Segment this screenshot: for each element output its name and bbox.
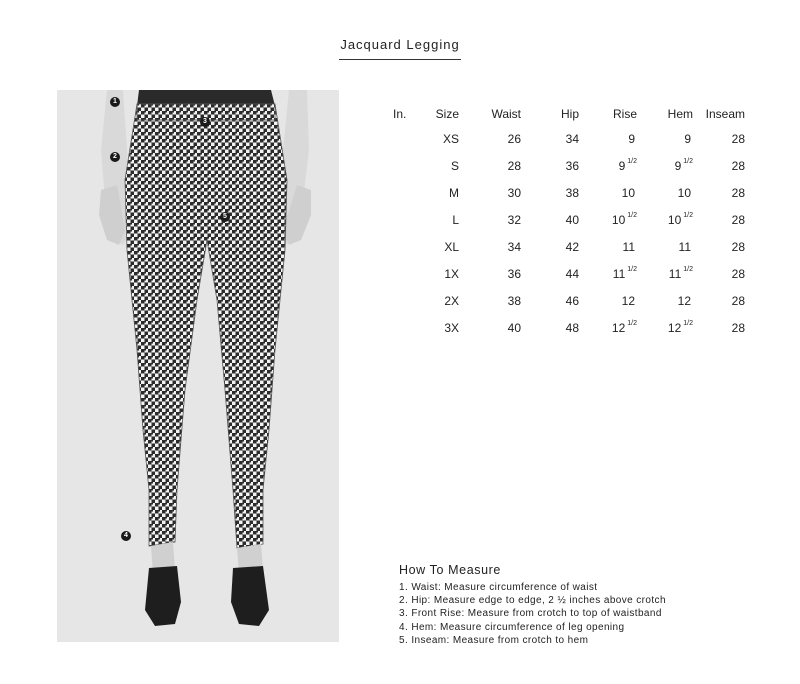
header-unit: In.	[393, 107, 407, 121]
cell-waist: 36	[507, 266, 521, 281]
cell-inseam: 28	[731, 212, 745, 227]
cell-rise: 10	[621, 185, 635, 200]
cell-hip: 34	[565, 131, 579, 146]
table-row	[393, 233, 745, 260]
header-size: Size	[435, 107, 459, 121]
cell-size: XS	[442, 131, 459, 146]
header-waist: Waist	[491, 107, 521, 121]
cell-hip: 36	[565, 158, 579, 173]
header-hip: Hip	[560, 107, 579, 121]
product-photo	[57, 90, 339, 642]
cell-inseam: 28	[731, 158, 745, 173]
list-item: 2. Hip: Measure edge to edge, 2 ½ inches above crotch	[399, 595, 666, 607]
cell-waist: 34	[507, 239, 521, 254]
cell-inseam: 28	[731, 266, 745, 281]
cell-hem: 11 $^{1/2}$	[668, 265, 693, 281]
table-row	[393, 206, 745, 233]
cell-hem: 9	[684, 131, 691, 146]
list-item: 3. Front Rise: Measure from crotch to top of waistband	[399, 608, 662, 620]
cell-hem: 10 $^{1/2}$	[667, 211, 693, 227]
cell-size: 3X	[444, 320, 459, 335]
cell-waist: 28	[507, 158, 521, 173]
cell-hem: 10	[677, 185, 691, 200]
cell-inseam: 28	[731, 131, 745, 146]
cell-rise: 9	[628, 131, 635, 146]
cell-hip: 42	[565, 239, 579, 254]
cell-inseam: 28	[731, 239, 745, 254]
cell-inseam: 28	[731, 320, 745, 335]
cell-hip: 38	[565, 185, 579, 200]
cell-size: S	[450, 158, 459, 173]
list-item: 4. Hem: Measure circumference of leg opening	[399, 621, 625, 633]
cell-inseam: 28	[731, 185, 745, 200]
size-chart-table	[393, 103, 745, 341]
cell-size: 2X	[444, 293, 459, 308]
cell-waist: 38	[507, 293, 521, 308]
cell-hem: 12 $^{1/2}$	[667, 319, 693, 335]
table-row	[393, 260, 745, 287]
cell-waist: 30	[507, 185, 521, 200]
cell-size: M	[449, 185, 459, 200]
table-row	[393, 179, 745, 206]
page-title: Jacquard Legging	[340, 37, 460, 52]
cell-size: L	[452, 212, 459, 227]
measure-marker-2: 2	[110, 152, 120, 162]
header-rise: Rise	[612, 107, 637, 121]
table-header-row	[393, 103, 745, 125]
how-to-measure-list	[399, 581, 666, 647]
cell-hip: 48	[565, 320, 579, 335]
cell-size: XL	[444, 239, 459, 254]
measure-marker-3: 3	[200, 117, 210, 127]
header-inseam: Inseam	[705, 107, 745, 121]
cell-size: 1X	[444, 266, 459, 281]
cell-hip: 46	[565, 293, 579, 308]
table-row	[393, 314, 745, 341]
header-hem: Hem	[667, 107, 693, 121]
cell-rise: 11	[622, 239, 635, 254]
table-row	[393, 125, 745, 152]
cell-hem: 9 $^{1/2}$	[674, 157, 693, 173]
legging-illustration	[57, 90, 339, 642]
title-underline	[339, 59, 461, 60]
cell-waist: 32	[507, 212, 521, 227]
cell-waist: 26	[507, 131, 521, 146]
cell-rise: 12 $^{1/2}$	[611, 319, 637, 335]
cell-rise: 10 $^{1/2}$	[611, 211, 637, 227]
measure-marker-1: 1	[110, 97, 120, 107]
cell-rise: 9 $^{1/2}$	[618, 157, 637, 173]
table-row	[393, 152, 745, 179]
measure-marker-4: 4	[121, 531, 131, 541]
cell-inseam: 28	[731, 293, 745, 308]
cell-hip: 40	[565, 212, 579, 227]
cell-hip: 44	[565, 266, 579, 281]
how-to-measure-heading: How To Measure	[399, 563, 501, 577]
cell-hem: 12	[677, 293, 691, 308]
list-item: 5. Inseam: Measure from crotch to hem	[399, 634, 589, 646]
measure-marker-5: 5	[220, 212, 230, 222]
cell-hem: 11	[678, 239, 691, 254]
cell-rise: 11 $^{1/2}$	[612, 265, 637, 281]
cell-rise: 12	[621, 293, 635, 308]
table-row	[393, 287, 745, 314]
list-item: 1. Waist: Measure circumference of waist	[399, 582, 598, 593]
cell-waist: 40	[507, 320, 521, 335]
